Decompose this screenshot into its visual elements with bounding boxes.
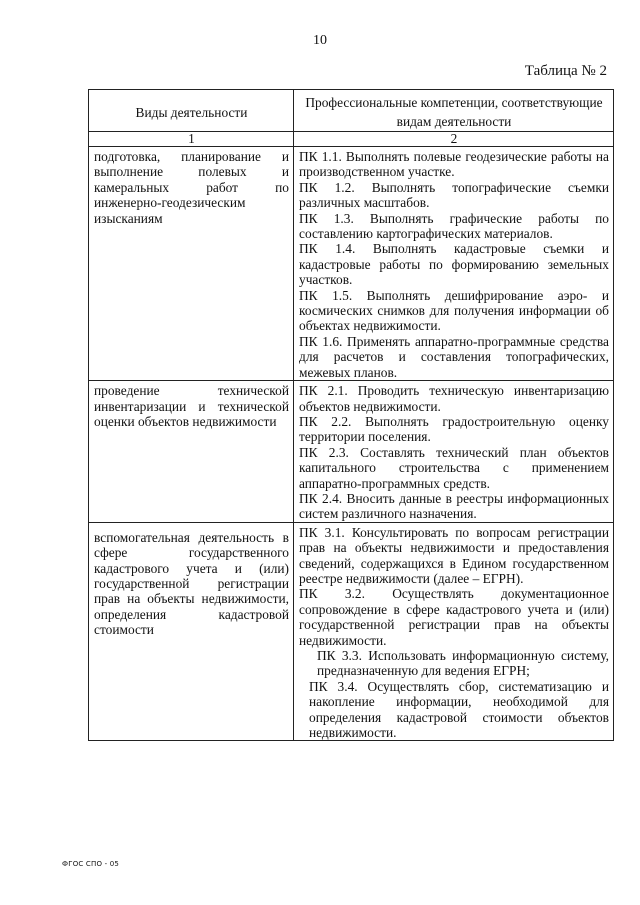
- competency-item: ПК 1.5. Выполнять дешифрирование аэро- и космических снимков для получения информации об объектах недвижимости.: [299, 287, 609, 334]
- table-row: [89, 381, 614, 523]
- competencies-cell: [294, 522, 614, 741]
- competencies-table: [88, 89, 614, 741]
- column-number-2: 2: [294, 132, 614, 147]
- column-numbers-row: [89, 132, 614, 147]
- competency-item: ПК 3.2. Осуществлять документационное сопровождение в сфере кадастрового учета и (или) государственной регистрации прав на объекты недвижимости.: [299, 586, 609, 648]
- footer-mark: ФГОС СПО - 05: [62, 860, 120, 868]
- competency-item: ПК 3.4. Осуществлять сбор, систематизацию и накопление информации, необходимой для определения кадастровой стоимости объектов недвижимости.: [309, 678, 609, 741]
- column-number-1: 1: [89, 132, 294, 147]
- table-header-row: [89, 90, 614, 132]
- competency-item: ПК 1.4. Выполнять кадастровые съемки и кадастровые работы по формированию земельных участков.: [299, 241, 609, 288]
- competency-item: ПК 1.3. Выполнять графические работы по составлению картографических материалов.: [299, 210, 609, 242]
- competency-item: ПК 3.1. Консультировать по вопросам регистрации прав на объекты недвижимости и предоставления сведений, содержащихся в Едином государственном реестре недвижимости (далее – ЕГРН).: [299, 524, 609, 586]
- header-competencies: Профессиональные компетенции, соответствующие видам деятельности: [294, 90, 614, 132]
- table-row: [89, 147, 614, 381]
- competency-item: ПК 1.6. Применять аппаратно-программные средства для расчетов и составления топографических, межевых планов.: [299, 333, 609, 380]
- competencies-cell: [294, 147, 614, 381]
- competency-item: ПК 3.3. Использовать информационную систему, предназначенную для ведения ЕГРН;: [317, 648, 609, 679]
- competency-item: ПК 2.2. Выполнять градостроительную оценку территории поселения.: [299, 413, 609, 445]
- competency-item: ПК 2.1. Проводить техническую инвентаризацию объектов недвижимости.: [299, 383, 609, 414]
- table-caption: Таблица № 2: [524, 63, 607, 79]
- activity-cell: подготовка, планирование и выполнение полевых и камеральных работ по инженерно-геодезическим изысканиям: [89, 147, 294, 381]
- competency-item: ПК 2.4. Вносить данные в реестры информационных систем различного назначения.: [299, 490, 609, 522]
- page-number: 10: [313, 33, 327, 48]
- activity-cell: проведение технической инвентаризации и технической оценки объектов недвижимости: [89, 381, 294, 523]
- activity-cell: вспомогательная деятельность в сфере государственного кадастрового учета и (или) государственной регистрации прав на объекты недвижимости, определения кадастровой стоимости: [89, 522, 294, 741]
- table-row: [89, 522, 614, 741]
- header-activities: Виды деятельности: [89, 90, 294, 132]
- competency-item: ПК 1.2. Выполнять топографические съемки различных масштабов.: [299, 179, 609, 211]
- competency-item: ПК 1.1. Выполнять полевые геодезические работы на производственном участке.: [299, 149, 609, 180]
- competencies-cell: [294, 381, 614, 523]
- competency-item: ПК 2.3. Составлять технический план объектов капитального строительства с применением аппаратно-программных средств.: [299, 444, 609, 491]
